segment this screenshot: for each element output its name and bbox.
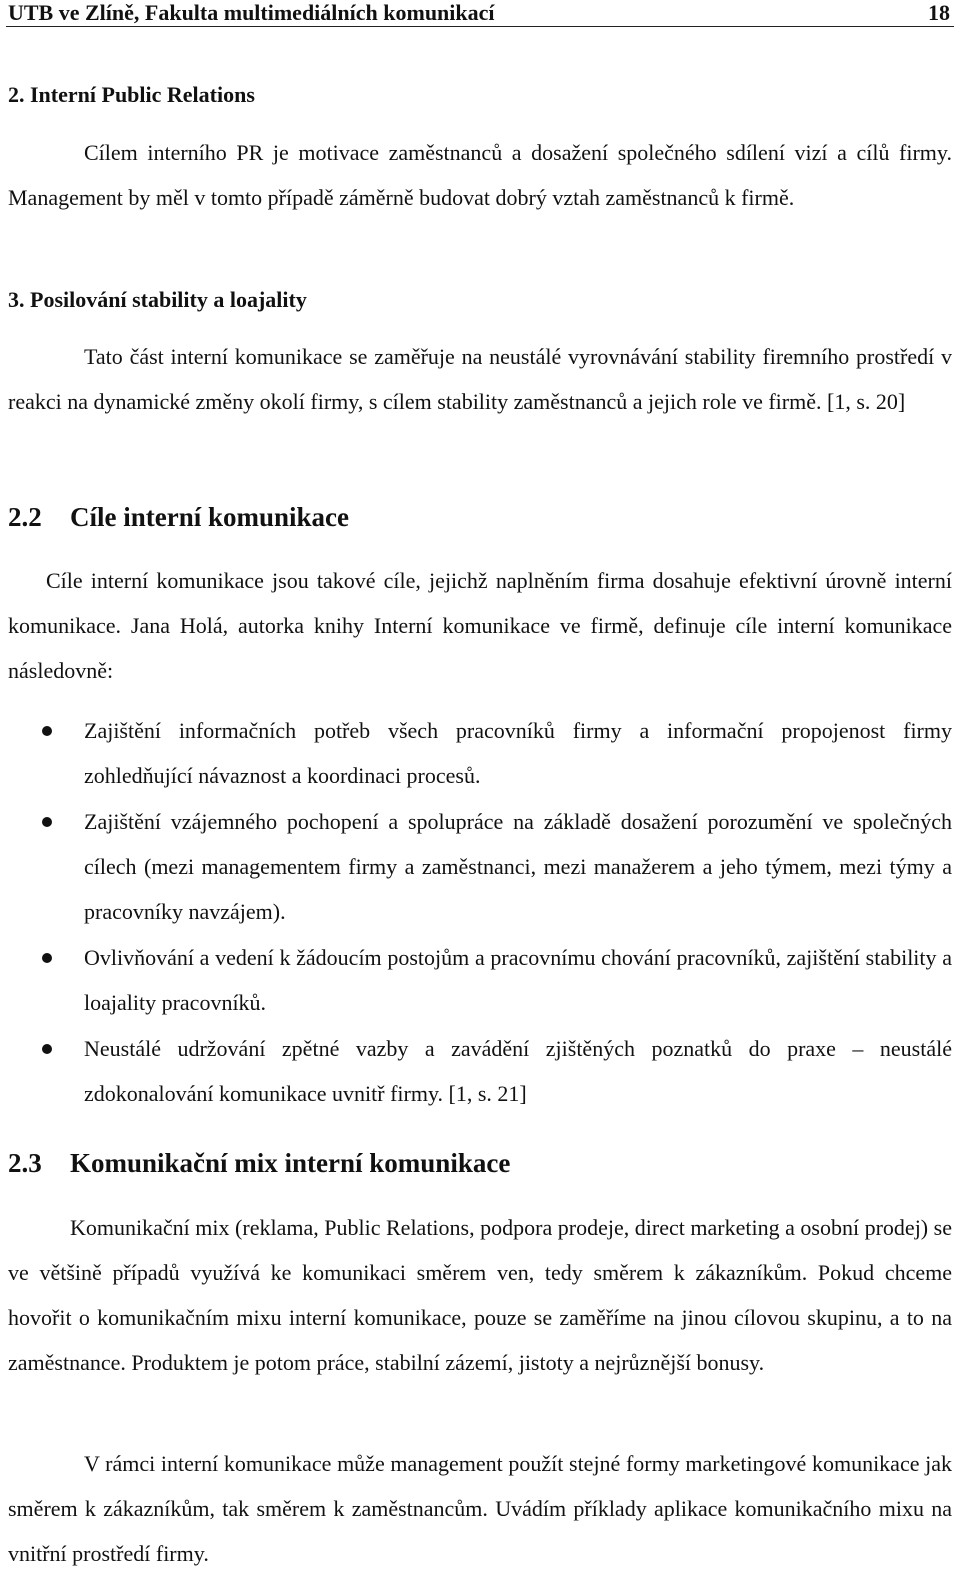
list-item: Zajištění informačních potřeb všech pracovníků firmy a informační propojenost firmy zohledňující návaznost a koordinaci procesů. (84, 718, 952, 788)
list-item: Neustálé udržování zpětné vazby a zavádění zjištěných poznatků do praxe – neustálé zdokonalování komunikace uvnitř firmy. [1, s. 21] (84, 1036, 952, 1106)
section-title: Komunikační mix interní komunikace (70, 1148, 511, 1178)
paragraph-stability: Tato část interní komunikace se zaměřuje na neustálé vyrovnávání stability firemního prostředí v reakci na dynamické změny okolí firmy, s cílem stability zaměstnanců a jejich role ve firmě. [1, s. 20] (8, 344, 952, 414)
list-item: Zajištění vzájemného pochopení a spolupráce na základě dosažení porozumění ve společných cílech (mezi managementem firmy a zaměstnanci, mezi manažerem a jeho týmem, mezi týmy a pracovníky navzájem). (84, 809, 952, 924)
section-heading-2-3 (8, 1148, 510, 1179)
list-item: Ovlivňování a vedení k žádoucím postojům a pracovnímu chování pracovníků, zajištění stability a loajality pracovníků. (84, 945, 952, 1015)
paragraph-mix-1: Komunikační mix (reklama, Public Relations, podpora prodeje, direct marketing a osobní prodej) se ve většině případů využívá ke komunikaci směrem ven, tedy směrem k zákazníkům. Pokud chceme hovořit o komunikačním mixu interní komunikace, pouze se zaměříme na jinou cílovou skupinu, a to na zaměstnance. Produktem je potom práce, stabilní zázemí, jistoty a nejrůznější bonusy. (8, 1215, 952, 1375)
header-title: UTB ve Zlíně, Fakulta multimediálních komunikací (8, 0, 495, 25)
section-number: 2.3 (8, 1148, 42, 1178)
bullet-marker (42, 817, 52, 827)
bullet-marker (42, 726, 52, 736)
paragraph-internal-pr: Cílem interního PR je motivace zaměstnanců a dosažení společného sdílení vizí a cílů firmy. Management by měl v tomto případě záměrně budovat dobrý vztah zaměstnanců k firmě. (8, 140, 952, 210)
subheading-stability: 3. Posilování stability a loajality (8, 287, 307, 312)
paragraph-mix-2: V rámci interní komunikace může management použít stejné formy marketingové komunikace jak směrem k zákazníkům, tak směrem k zaměstnancům. Uvádím příklady aplikace komunikačního mixu na vnitřní prostředí firmy. (8, 1451, 952, 1566)
bullet-marker (42, 1044, 52, 1054)
section-number: 2.2 (8, 502, 42, 532)
bullet-marker (42, 953, 52, 963)
page-header (6, 0, 954, 27)
paragraph-goals-intro: Cíle interní komunikace jsou takové cíle, jejichž naplněním firma dosahuje efektivní úrovně interní komunikace. Jana Holá, autorka knihy Interní komunikace ve firmě, definuje cíle interní komunikace následovně: (8, 568, 952, 683)
subheading-internal-pr: 2. Interní Public Relations (8, 82, 255, 107)
section-heading-2-2 (8, 502, 349, 533)
section-title: Cíle interní komunikace (70, 502, 350, 532)
page-number: 18 (928, 0, 950, 25)
